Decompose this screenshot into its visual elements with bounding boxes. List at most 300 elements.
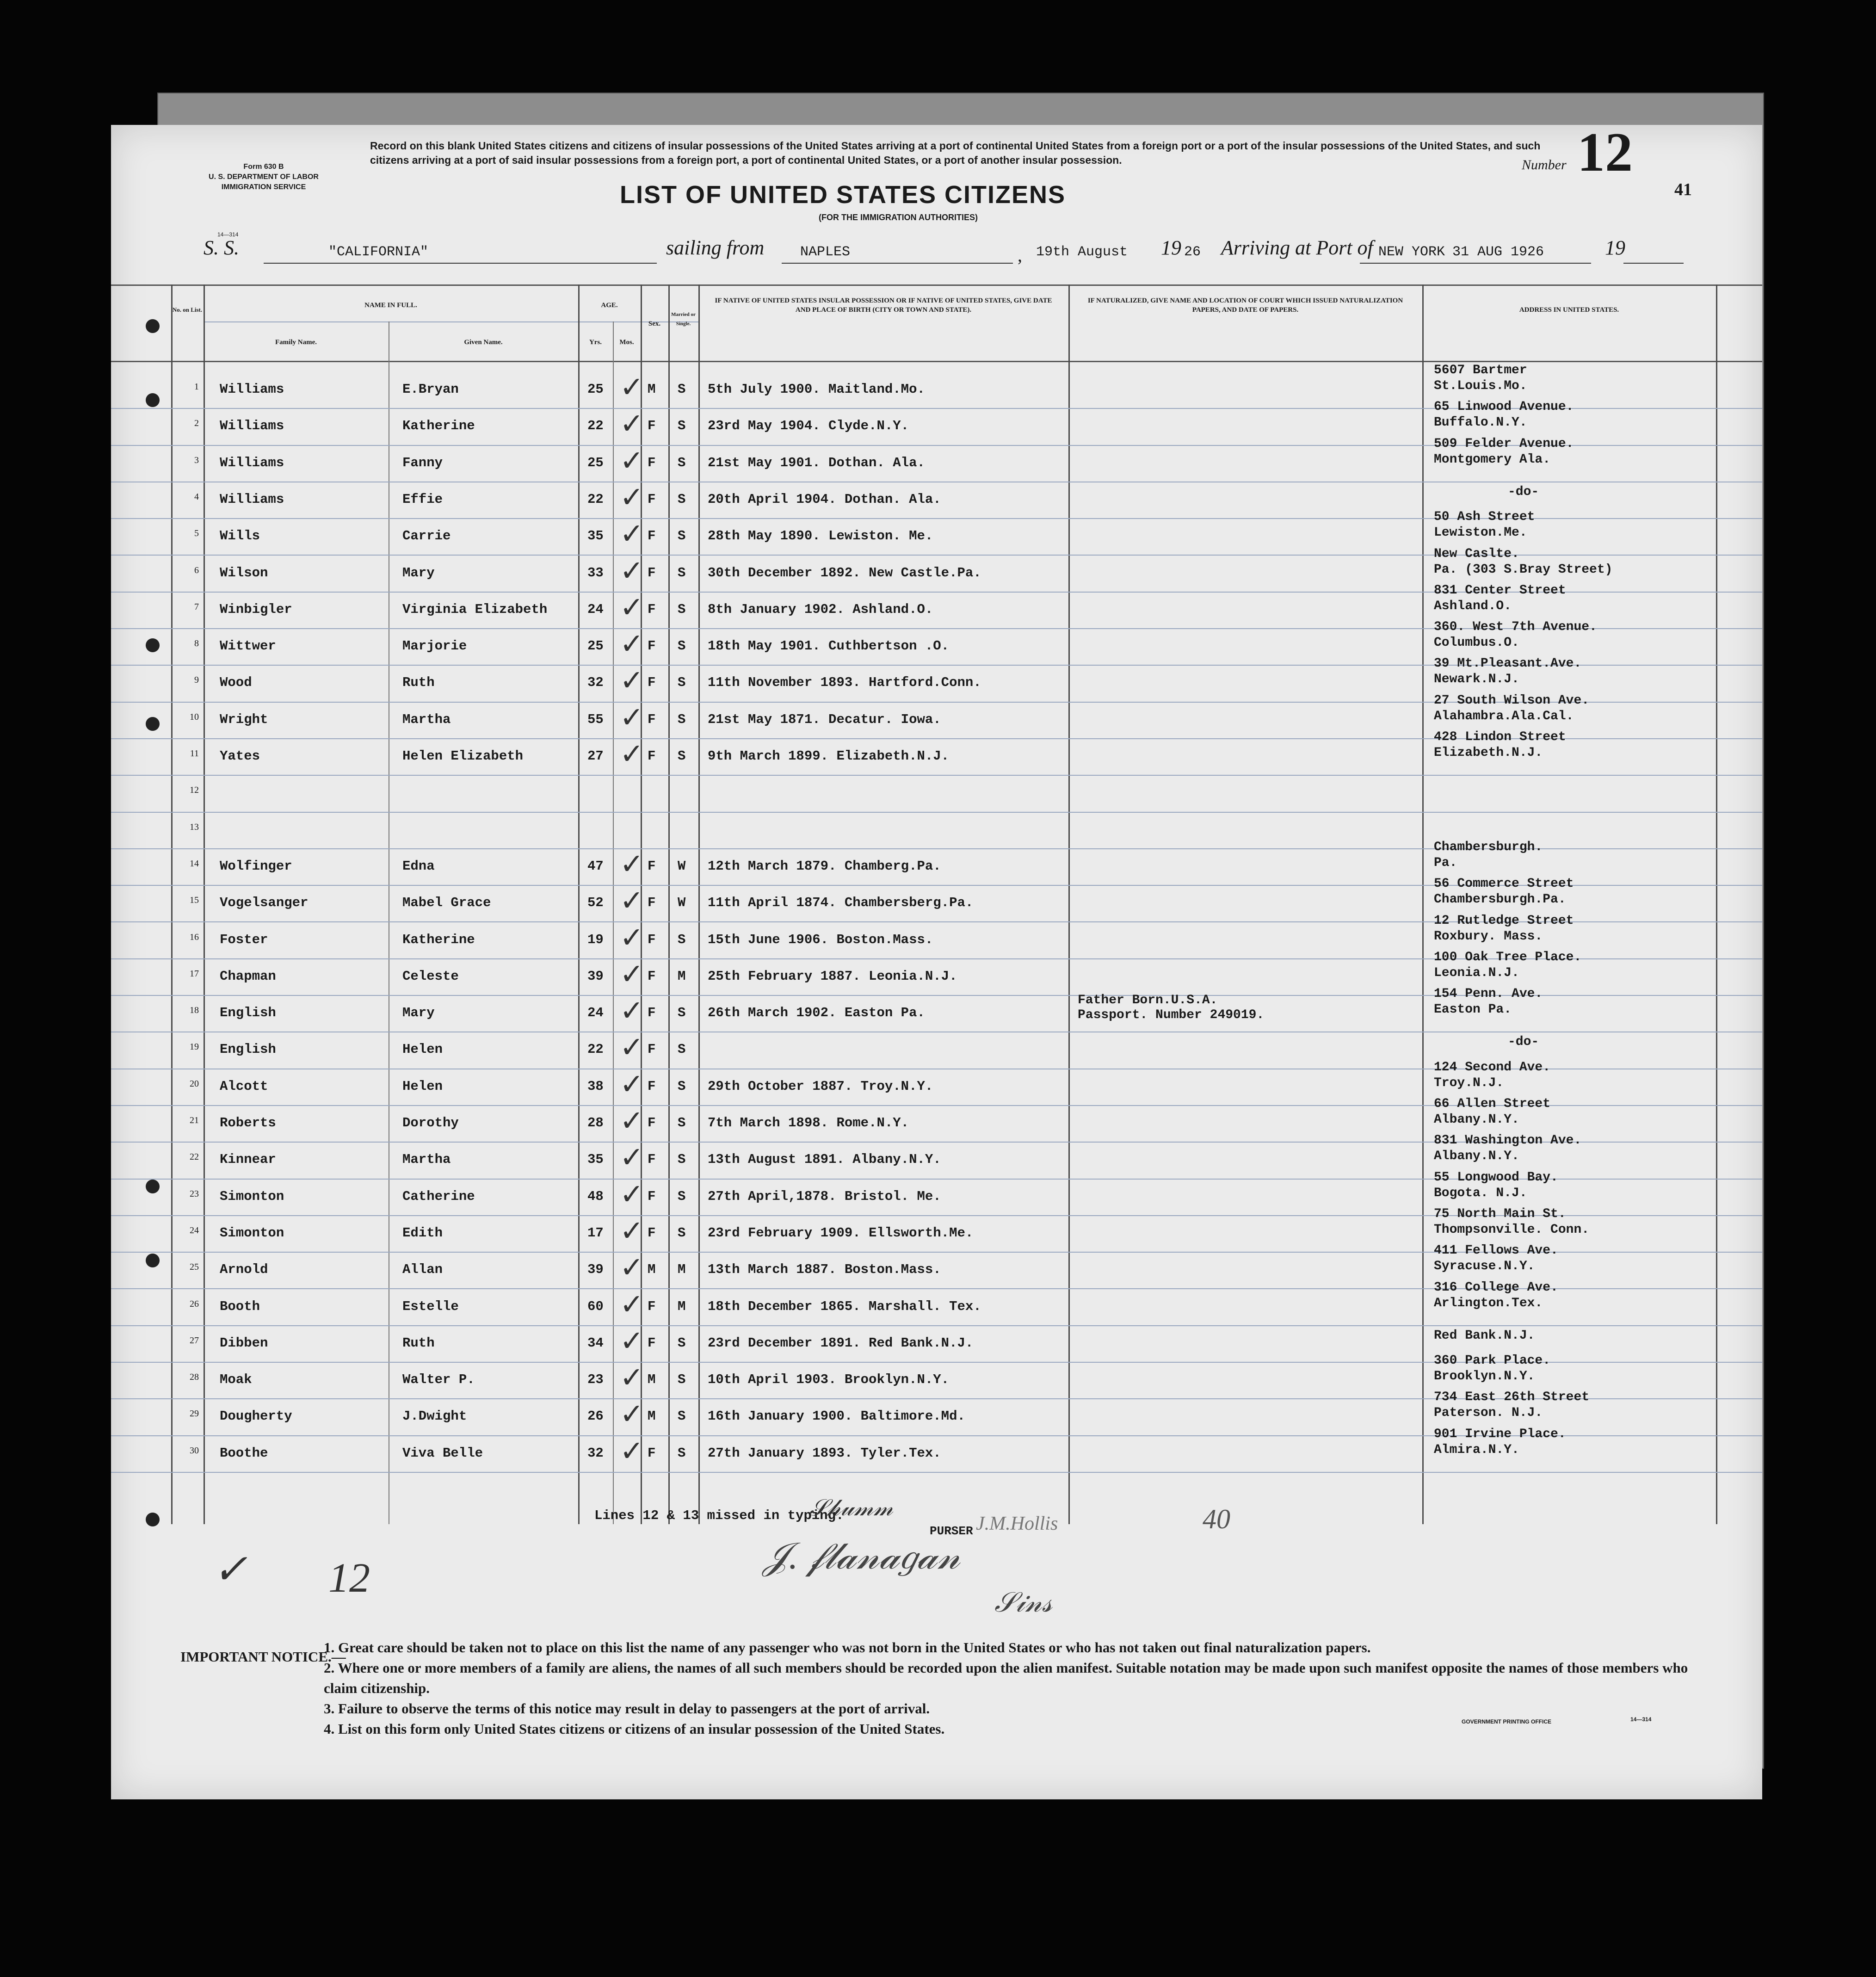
check-mark-icon: ✓: [620, 443, 644, 477]
number-label: Number: [1522, 157, 1567, 173]
family-name: Alcott: [220, 1078, 268, 1094]
age-years: 34: [587, 1335, 604, 1351]
col-married: Married or Single.: [671, 312, 696, 327]
row-number: 5: [194, 528, 199, 539]
age-years: 32: [587, 1445, 604, 1461]
family-name: Moak: [220, 1372, 252, 1388]
col-name: NAME IN FULL.: [364, 302, 417, 309]
row-number: 26: [190, 1298, 199, 1309]
address-line: Alahambra.Ala.Cal.: [1434, 709, 1574, 723]
arrival-stamp: 31 AUG 1926: [1452, 244, 1544, 260]
age-years: 47: [587, 858, 604, 874]
form-code: 14—314: [217, 231, 239, 238]
check-mark-icon: ✓: [620, 627, 644, 661]
family-name: Roberts: [220, 1115, 276, 1131]
col-birth: IF NATIVE OF UNITED STATES INSULAR POSSESSION OR IF NATIVE OF UNITED STATES, GIVE DATE AND PLACE OF BIRTH (CITY OR TOWN AND STATE).: [715, 297, 1052, 314]
age-years: 22: [587, 1042, 604, 1057]
address-line: 5607 Bartmer: [1434, 363, 1527, 377]
check-mark-icon: ✓: [620, 1067, 644, 1101]
address-line: Pa.: [1434, 855, 1457, 870]
check-mark-icon: ✓: [620, 407, 644, 441]
row-number: 3: [194, 455, 199, 465]
family-name: Wright: [220, 711, 268, 727]
check-mark-icon: ✓: [620, 1360, 644, 1395]
row-number: 17: [190, 968, 199, 979]
marital-status: S: [678, 711, 686, 727]
address-line: 831 Washington Ave.: [1434, 1133, 1582, 1148]
address-line: Arlington.Tex.: [1434, 1296, 1543, 1310]
address-line: 734 East 26th Street: [1434, 1390, 1590, 1405]
table-row: [111, 987, 1762, 1032]
birth-info: 28th May 1890. Lewiston. Me.: [708, 528, 933, 544]
check-mark-icon: ✓: [620, 846, 644, 881]
family-name: Kinnear: [220, 1152, 276, 1168]
row-number: 27: [190, 1335, 199, 1346]
sex: F: [648, 895, 656, 911]
sex: F: [648, 1152, 656, 1168]
given-name: Walter P.: [402, 1372, 475, 1388]
port-from: NAPLES: [800, 244, 851, 260]
department: U. S. DEPARTMENT OF LABOR: [209, 173, 319, 181]
row-number: 16: [190, 932, 199, 942]
given-name: Edith: [402, 1225, 443, 1241]
given-name: Helen: [402, 1078, 443, 1094]
ss-label: S. S.: [204, 236, 239, 259]
marital-status: W: [678, 895, 686, 911]
age-years: 33: [587, 565, 604, 581]
sex: F: [648, 1188, 656, 1204]
col-address: ADDRESS IN UNITED STATES.: [1519, 306, 1619, 314]
check-mark-icon: ✓: [620, 1433, 644, 1468]
form-number: Form 630 B: [243, 163, 284, 171]
list-number: 12: [1577, 121, 1633, 183]
record-instructions: Record on this blank United States citizens and citizens of insular possessions of the United States arriving at a port of continental United States from a foreign port or a port of the insular possessions of the United States, and such citizens arriving at a port of said insular possessions from a foreign port, a port of continental United States, or a port of another insular possession.: [370, 140, 1541, 166]
given-name: Mary: [402, 1005, 435, 1021]
hand-mark-left: ✓: [213, 1547, 248, 1593]
given-name: J.Dwight: [402, 1409, 467, 1424]
notice-item-2: 2. Where one or more members of a family are aliens, the names of all such members should be recorded upon the alien manifest. Suitable notation may be made upon such manifest opposite the names of those members who claim citizenship.: [324, 1660, 1688, 1696]
marital-status: S: [678, 1005, 686, 1021]
birth-info: 8th January 1902. Ashland.O.: [708, 601, 933, 617]
notice-item-4: 4. List on this form only United States citizens or citizens of an insular possession of the United States.: [324, 1721, 945, 1737]
row-number: 14: [190, 858, 199, 869]
birth-info: 29th October 1887. Troy.N.Y.: [708, 1078, 933, 1094]
address-line: -do-: [1508, 484, 1539, 499]
given-name: Viva Belle: [402, 1445, 483, 1461]
table-row: [111, 776, 1762, 812]
family-name: Simonton: [220, 1188, 284, 1204]
family-name: Wood: [220, 675, 252, 691]
manifest-page: Form 630 B U. S. DEPARTMENT OF LABOR IMMIGRATION SERVICE 14—314 Record on this blank United States citizens and citizens of insular possessions of the United States arriving at a port of continental United States from a foreign port or a port of the insular possessions of the United States, and such citizens arriving at a port of said insular possessions from a foreign port, a port of continental United States, or a port of another insular possession. Number 12 41 LIST OF UNITED STATES CITIZENS (FOR THE IMMIGRATION AUTHORITIES) S. S. "CALIFORNIA" sailing from NAPLES , 19th August 19 26 Arriving at Port of NEW YORK 31 AUG 1926 19 No. on List. NAME IN FULL. Family Name. Given Name. AGE. Yrs. Mos. Sex. Married or Single. IF NATIVE OF UNITED STATES INSULAR POSSESSION OR IF NATIVE OF UNITED STATES, GIVE DATE AND PLACE OF BIRTH (CITY OR TOWN AND STATE). IF NATURALIZED, GIVE NAME AND LOCATION OF COURT WHICH ISSUED NATURALIZATION PAPERS, AND DATE OF PAPERS. ADDRESS IN UNITED STATES. 1 Williams E.Bryan 25 M S 5th July 1900. Maitland.Mo. ✓ 5607 Bartmer St.Louis.Mo. 2 Williams Katherine 22 F S 23rd May 1904. Clyde.N.Y. ✓ 65 Linwood Avenue. Buffalo.N.Y. 3 Williams Fanny 25 F S 21st May 1901. Dothan. Ala. ✓ 509 Felder Avenue. Montgomery Ala. 4 Williams Effie 22 F S 20th April 1904. Dothan. Ala. ✓ -do- 5 Wills Carrie 35 F S 28th May 1890. Lewiston. Me. ✓ 50 Ash Street Lewiston.Me. 6 Wilson Mary 33 F S 30th December 1892. New Castle.Pa. ✓ New Caslte. Pa. (303 S.Bray Street) 7 Winbigler Virginia Elizabeth 24 F S 8th January 1902. Ashland.O. ✓ 831 Center Street Ashland.O. 8 Wittwer Marjorie 25 F S 18th May 1901. Cuthbertson .O. ✓ 360. West 7th Avenue. Columbus.O. 9 Wood Ruth 32 F S 11th November 1893. Hartford.Conn. ✓ 39 Mt.Pleasant.Ave. Newark.N.J. 10 Wright Martha 55 F S 21st May 1871. Decatur. Iowa. ✓ 27 South Wilson Ave. Alahambra.Ala.Cal. 11 Yates Helen Elizabeth 27 F S 9th March 1899. Elizabeth.N.J. ✓ 428 Lindon Street Elizabeth.N.J. 12 13 14 Wolfinger Edna 47 F W 12th March 1879. Chamberg.Pa. ✓ Chambersburgh. Pa. 15 Vogelsanger Mabel Grace 52 F W 11th April 1874. Chambersberg.Pa. ✓ 56 Commerce Street Chambersburgh.Pa. 16 Foster Katherine 19 F S 15th June 1906. Boston.Mass. ✓ 12 Rutledge Street Roxbury. Mass. 17 Chapman Celeste 39 F M 25th February 1887. Leonia.N.J. ✓ 100 Oak Tree Place. Leonia.N.J. 18 English Mary 24 F S 26th March 1902. Easton Pa. ✓ 154 Penn. Ave. Easton Pa. 19 English Helen 22 F S ✓ Father Born.U.S.A. Passport. Number 249019. -do- 20 Alcott Helen 38 F S 29th October 1887. Troy.N.Y. ✓ 124 Second Ave. Troy.N.J. 21 Roberts Dorothy 28 F S 7th March 1898. Rome.N.Y. ✓ 66 Allen Street Albany.N.Y. 22 Kinnear Martha 35 F S 13th August 1891. Albany.N.Y. ✓ 831 Washington Ave. Albany.N.Y. 23 Simonton Catherine 48 F S 27th April,1878. Bristol. Me. ✓ 55 Longwood Bay. Bogota. N.J. 24 Simonton Edith 17 F S 23rd February 1909. Ellsworth.Me. ✓ 75 North Main St. Thompsonville. Conn. 25 Arnold Allan 39 M M 13th March 1887. Boston.Mass. ✓ 411 Fellows Ave. Syracuse.N.Y. 26 Booth Estelle 60 F M 18th December 1865. Marshall. Tex. ✓ 316 College Ave. Arlington.Tex. 27 Dibben Ruth 34 F S 23rd December 1891. Red Bank.N.J. ✓ Red Bank.N.J. 28 Moak Walter P. 23 M S 10th April 1903. Brooklyn.N.Y. ✓ 360 Park Place. Brooklyn.N.Y. 29 Dougherty J.Dwight 26 M S 16th January 1900. Baltimore.Md. ✓ 734 East 26th Street Paterson. N.J. 30 Boothe Viva Belle 32 F S 27th January 1893. Tyler.Tex. ✓ 901 Irvine Place. Almira.N.Y. Lines 12 & 13 missed in typing. 𝒮𝒽𝓊𝓂𝓂 PURSER J.M.Hollis 40 𝒥. 𝒻𝓁𝒶𝓃𝒶𝑔𝒶𝓃 𝒮𝒾𝓃𝓈 ✓ 12 IMPORTANT NOTICE.— 1. Great care should be taken not to place on this list the name of any passenger who was not born in the United States or who has not taken out final naturalization papers. 2. Where one or more members of a family are aliens, the names of all such members should be recorded upon the alien manifest. Suitable notation may be made upon such manifest opposite the names of those members who claim citizenship. 3. Failure to observe the terms of this notice may result in delay to passengers at the port of arrival. 4. List on this form only United States citizens or citizens of an insular possession of the United States. GOVERNMENT PRINTING OFFICE 14—314: [111, 125, 1762, 1799]
given-name: Virginia Elizabeth: [402, 601, 548, 617]
ship-name: "CALIFORNIA": [328, 244, 429, 260]
family-name: Dibben: [220, 1335, 268, 1351]
given-name: Celeste: [402, 968, 459, 984]
row-number: 22: [190, 1152, 199, 1162]
printer-code: 14—314: [1630, 1716, 1652, 1723]
marital-status: M: [678, 1262, 686, 1278]
col-naturalized: IF NATURALIZED, GIVE NAME AND LOCATION OF COURT WHICH ISSUED NATURALIZATION PAPERS, AND DATE OF PAPERS.: [1087, 297, 1403, 314]
given-name: Katherine: [402, 418, 475, 434]
age-years: 55: [587, 711, 604, 727]
row-number: 21: [190, 1115, 199, 1125]
sex: F: [648, 601, 656, 617]
address-line: 65 Linwood Avenue.: [1434, 400, 1574, 414]
family-name: English: [220, 1005, 276, 1021]
address-line: Albany.N.Y.: [1434, 1112, 1519, 1127]
age-years: 60: [587, 1298, 604, 1314]
row-number: 15: [190, 895, 199, 906]
naturalization-info: Father Born.U.S.A. Passport. Number 249019.: [1078, 993, 1265, 1023]
given-name: Helen: [402, 1042, 443, 1057]
check-mark-icon: ✓: [620, 1140, 644, 1174]
given-name: Edna: [402, 858, 435, 874]
row-number: 23: [190, 1188, 199, 1199]
lines-note: Lines 12 & 13 missed in typing.: [594, 1508, 844, 1523]
address-line: 124 Second Ave.: [1434, 1060, 1551, 1075]
age-years: 25: [587, 455, 604, 470]
sex: F: [648, 1445, 656, 1461]
check-mark-icon: ✓: [620, 1397, 644, 1431]
given-name: Ruth: [402, 1335, 435, 1351]
sex: M: [648, 1409, 656, 1424]
row-number: 18: [190, 1005, 199, 1016]
address-line: Chambersburgh.: [1434, 840, 1543, 854]
sex: F: [648, 1298, 656, 1314]
printer-label: GOVERNMENT PRINTING OFFICE: [1462, 1718, 1552, 1725]
birth-info: 13th August 1891. Albany.N.Y.: [708, 1152, 941, 1168]
address-line: 39 Mt.Pleasant.Ave.: [1434, 656, 1582, 671]
birth-info: 16th January 1900. Baltimore.Md.: [708, 1409, 965, 1424]
check-mark-icon: ✓: [620, 370, 644, 404]
sex: F: [648, 932, 656, 947]
address-line: 27 South Wilson Ave.: [1434, 693, 1590, 708]
marital-status: S: [678, 601, 686, 617]
address-line: 360 Park Place.: [1434, 1353, 1551, 1368]
address-line: Chambersburgh.Pa.: [1434, 892, 1566, 907]
family-name: Wills: [220, 528, 260, 544]
age-years: 48: [587, 1188, 604, 1204]
marital-status: S: [678, 1372, 686, 1388]
marital-status: S: [678, 1152, 686, 1168]
given-name: Martha: [402, 711, 451, 727]
sex: M: [648, 1262, 656, 1278]
sex: F: [648, 565, 656, 581]
purser-label: PURSER: [930, 1524, 973, 1538]
col-sex: Sex.: [648, 320, 661, 327]
address-line: 154 Penn. Ave.: [1434, 987, 1543, 1001]
address-line: 66 Allen Street: [1434, 1097, 1551, 1111]
sex: F: [648, 1335, 656, 1351]
address-line: Ashland.O.: [1434, 599, 1512, 613]
check-mark-icon: ✓: [620, 1104, 644, 1137]
family-name: Dougherty: [220, 1409, 292, 1424]
given-name: Allan: [402, 1262, 443, 1278]
marital-status: S: [678, 1078, 686, 1094]
check-mark-icon: ✓: [620, 553, 644, 587]
given-name: Marjorie: [402, 638, 467, 654]
address-line: 901 Irvine Place.: [1434, 1427, 1566, 1441]
sailing-label: sailing from: [666, 236, 765, 259]
birth-info: 23rd December 1891. Red Bank.N.J.: [708, 1335, 974, 1351]
row-number: 10: [190, 711, 199, 722]
check-mark-icon: ✓: [620, 480, 644, 514]
age-years: 25: [587, 382, 604, 397]
binder-hole: [146, 1180, 160, 1193]
check-mark-icon: ✓: [620, 1287, 644, 1321]
check-mark-icon: ✓: [620, 517, 644, 551]
age-years: 35: [587, 1152, 604, 1168]
binder-hole: [146, 319, 160, 333]
sex: F: [648, 418, 656, 434]
purser-signature: 𝒮𝒽𝓊𝓂𝓂: [809, 1494, 893, 1521]
row-number: 1: [194, 382, 199, 392]
family-name: Williams: [220, 382, 284, 397]
notice-item-1: 1. Great care should be taken not to place on this list the name of any passenger who was not born in the United States or who has not taken out final naturalization papers.: [324, 1639, 1371, 1656]
sex: F: [648, 1042, 656, 1057]
age-years: 23: [587, 1372, 604, 1388]
address-line: Roxbury. Mass.: [1434, 929, 1543, 944]
check-mark-icon: ✓: [620, 737, 644, 771]
birth-info: 27th January 1893. Tyler.Tex.: [708, 1445, 941, 1461]
sex: F: [648, 858, 656, 874]
family-name: Foster: [220, 932, 268, 947]
birth-info: 20th April 1904. Dothan. Ala.: [708, 491, 941, 507]
given-name: Mary: [402, 565, 435, 581]
birth-info: 15th June 1906. Boston.Mass.: [708, 932, 933, 947]
marital-status: S: [678, 1188, 686, 1204]
marital-status: S: [678, 748, 686, 764]
family-name: Williams: [220, 491, 284, 507]
check-mark-icon: ✓: [620, 663, 644, 698]
row-number: 24: [190, 1225, 199, 1236]
marital-status: S: [678, 455, 686, 470]
age-years: 28: [587, 1115, 604, 1131]
sex: M: [648, 382, 656, 397]
col-age: AGE.: [601, 302, 618, 309]
sail-date: 19th August: [1036, 244, 1128, 260]
sex: F: [648, 1115, 656, 1131]
marital-status: S: [678, 528, 686, 544]
birth-info: 18th May 1901. Cuthbertson .O.: [708, 638, 950, 654]
family-name: Booth: [220, 1298, 260, 1314]
col-mos: Mos.: [619, 339, 634, 346]
age-years: 24: [587, 1005, 604, 1021]
birth-info: 9th March 1899. Elizabeth.N.J.: [708, 748, 950, 764]
given-name: Mabel Grace: [402, 895, 491, 911]
birth-info: 5th July 1900. Maitland.Mo.: [708, 382, 925, 397]
family-name: Winbigler: [220, 601, 292, 617]
check-mark-icon: ✓: [620, 957, 644, 991]
sex: F: [648, 491, 656, 507]
address-line: Syracuse.N.Y.: [1434, 1259, 1535, 1274]
age-years: 35: [587, 528, 604, 544]
check-mark-icon: ✓: [620, 1323, 644, 1358]
given-name: Carrie: [402, 528, 451, 544]
row-number: 12: [190, 785, 199, 796]
birth-info: 10th April 1903. Brooklyn.N.Y.: [708, 1372, 950, 1388]
row-number: 6: [194, 565, 199, 575]
address-line: 509 Felder Avenue.: [1434, 436, 1574, 451]
marital-status: W: [678, 858, 686, 874]
address-line: 428 Lindon Street: [1434, 730, 1566, 744]
row-number: 30: [190, 1445, 199, 1456]
port-arrival: NEW YORK: [1378, 244, 1445, 260]
row-number: 4: [194, 491, 199, 502]
family-name: Williams: [220, 418, 284, 434]
marital-status: S: [678, 1335, 686, 1351]
address-line: 360. West 7th Avenue.: [1434, 620, 1597, 635]
family-name: Wittwer: [220, 638, 276, 654]
sex: M: [648, 1372, 656, 1388]
birth-info: 25th February 1887. Leonia.N.J.: [708, 968, 957, 984]
sex: F: [648, 455, 656, 470]
marital-status: S: [678, 1225, 686, 1241]
address-line: 831 Center Street: [1434, 583, 1566, 598]
address-line: Easton Pa.: [1434, 1002, 1512, 1017]
check-mark-icon: ✓: [620, 994, 644, 1028]
row-number: 29: [190, 1409, 199, 1419]
hand-mark-12: 12: [328, 1555, 370, 1601]
address-line: Lewiston.Me.: [1434, 525, 1527, 540]
age-years: 22: [587, 491, 604, 507]
given-name: Katherine: [402, 932, 475, 947]
age-years: 22: [587, 418, 604, 434]
birth-info: 27th April,1878. Bristol. Me.: [708, 1188, 941, 1204]
birth-info: 23rd February 1909. Ellsworth.Me.: [708, 1225, 974, 1241]
birth-info: 30th December 1892. New Castle.Pa.: [708, 565, 981, 581]
year-suffix: 26: [1184, 244, 1201, 260]
col-given: Given Name.: [464, 339, 503, 346]
family-name: Wilson: [220, 565, 268, 581]
marital-status: S: [678, 932, 686, 947]
sex: F: [648, 1225, 656, 1241]
sex: F: [648, 711, 656, 727]
row-number: 13: [190, 822, 199, 832]
sex: F: [648, 675, 656, 691]
birth-info: 26th March 1902. Easton Pa.: [708, 1005, 925, 1021]
address-line: 411 Fellows Ave.: [1434, 1243, 1558, 1258]
row-number: 9: [194, 675, 199, 686]
table-row: [111, 436, 1762, 482]
check-mark-icon: ✓: [620, 590, 644, 624]
age-years: 39: [587, 1262, 604, 1278]
address-line: Newark.N.J.: [1434, 672, 1519, 687]
birth-info: 18th December 1865. Marshall. Tex.: [708, 1298, 981, 1314]
address-line: Troy.N.J.: [1434, 1075, 1504, 1090]
birth-info: 23rd May 1904. Clyde.N.Y.: [708, 418, 909, 434]
check-mark-icon: ✓: [620, 1030, 644, 1064]
service: IMMIGRATION SERVICE: [221, 183, 306, 191]
address-line: 56 Commerce Street: [1434, 877, 1574, 891]
given-name: Helen Elizabeth: [402, 748, 524, 764]
row-number: 2: [194, 418, 199, 429]
age-years: 25: [587, 638, 604, 654]
row-number: 28: [190, 1372, 199, 1383]
row-number: 20: [190, 1078, 199, 1089]
address-line: Columbus.O.: [1434, 636, 1519, 650]
given-name: Estelle: [402, 1298, 459, 1314]
age-years: 19: [587, 932, 604, 947]
sex: F: [648, 968, 656, 984]
address-line: Montgomery Ala.: [1434, 452, 1551, 467]
age-years: 27: [587, 748, 604, 764]
year-prefix: 19: [1161, 236, 1181, 259]
marital-status: S: [678, 675, 686, 691]
inspector-initials: 𝒮𝒾𝓃𝓈: [994, 1587, 1052, 1618]
binder-hole: [146, 393, 160, 407]
marital-status: S: [678, 638, 686, 654]
address-line: Thompsonville. Conn.: [1434, 1222, 1590, 1237]
given-name: Dorothy: [402, 1115, 459, 1131]
age-years: 38: [587, 1078, 604, 1094]
address-line: 316 College Ave.: [1434, 1280, 1558, 1295]
address-line: 50 Ash Street: [1434, 510, 1535, 525]
birth-info: 21st May 1871. Decatur. Iowa.: [708, 711, 941, 727]
family-name: Boothe: [220, 1445, 268, 1461]
address-line: Almira.N.Y.: [1434, 1442, 1519, 1457]
address-line: Pa. (303 S.Bray Street): [1434, 562, 1613, 577]
family-name: Chapman: [220, 968, 276, 984]
marital-status: S: [678, 1445, 686, 1461]
address-line: 75 North Main St.: [1434, 1206, 1566, 1221]
col-yrs: Yrs.: [589, 339, 602, 346]
marital-status: M: [678, 968, 686, 984]
given-name: Martha: [402, 1152, 451, 1168]
sex: F: [648, 748, 656, 764]
table-row: [111, 1280, 1762, 1326]
given-name: Ruth: [402, 675, 435, 691]
binder-hole: [146, 1254, 160, 1267]
check-mark-icon: ✓: [620, 700, 644, 734]
address-line: Bogota. N.J.: [1434, 1186, 1527, 1200]
given-name: E.Bryan: [402, 382, 459, 397]
row-number: 7: [194, 601, 199, 612]
marital-status: S: [678, 491, 686, 507]
marital-status: S: [678, 418, 686, 434]
row-number: 11: [190, 748, 199, 759]
sex: F: [648, 1005, 656, 1021]
family-name: Arnold: [220, 1262, 268, 1278]
given-name: Fanny: [402, 455, 443, 470]
notice-item-3: 3. Failure to observe the terms of this notice may result in delay to passengers at the port of arrival.: [324, 1700, 930, 1717]
age-years: 39: [587, 968, 604, 984]
hand-mark-40: 40: [1203, 1504, 1230, 1534]
address-line: -do-: [1508, 1035, 1539, 1050]
page-number: 41: [1674, 180, 1692, 199]
year-end: 19: [1605, 236, 1625, 259]
address-line: Leonia.N.J.: [1434, 965, 1519, 980]
family-name: Yates: [220, 748, 260, 764]
address-line: 55 Longwood Bay.: [1434, 1170, 1558, 1185]
family-name: English: [220, 1042, 276, 1057]
birth-info: 13th March 1887. Boston.Mass.: [708, 1262, 941, 1278]
row-number: 19: [190, 1042, 199, 1052]
col-no: No. on List.: [172, 306, 203, 313]
birth-info: 21st May 1901. Dothan. Ala.: [708, 455, 925, 470]
page-title: LIST OF UNITED STATES CITIZENS: [620, 181, 1066, 209]
address-line: Buffalo.N.Y.: [1434, 415, 1527, 430]
age-years: 32: [587, 675, 604, 691]
handwritten-initials: J.M.Hollis: [976, 1513, 1058, 1534]
binder-hole: [146, 1513, 160, 1526]
age-years: 24: [587, 601, 604, 617]
check-mark-icon: ✓: [620, 920, 644, 954]
sex: F: [648, 528, 656, 544]
sex: F: [648, 1078, 656, 1094]
marital-status: S: [678, 565, 686, 581]
row-number: 8: [194, 638, 199, 649]
